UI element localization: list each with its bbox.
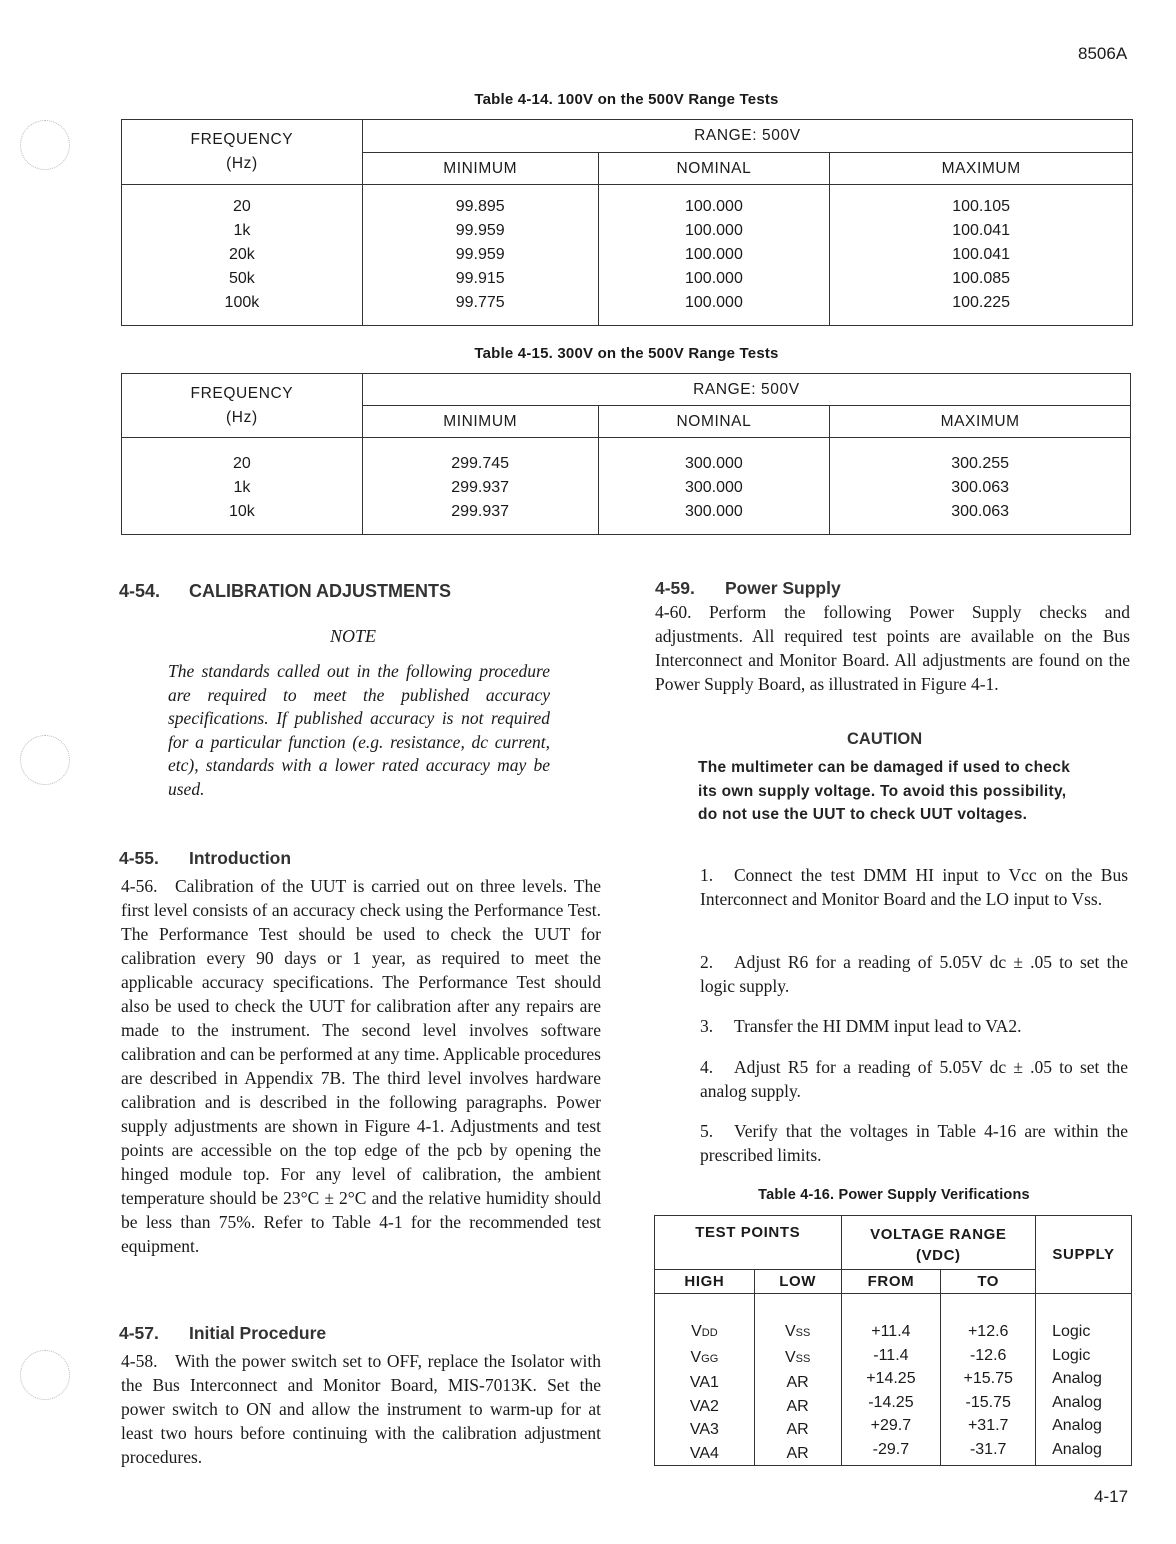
frequency-header-unit: (Hz) xyxy=(226,408,258,426)
cell: 299.937 xyxy=(451,479,510,496)
cell xyxy=(655,1371,754,1395)
cell: 100.041 xyxy=(952,222,1011,239)
table-row xyxy=(122,185,1133,326)
step-text: Adjust R5 for a reading of 5.05V dc ± .05 to set the analog supply. xyxy=(700,1057,1128,1101)
frequency-header xyxy=(122,374,363,438)
minimum-header: MINIMUM xyxy=(362,153,598,185)
cell-main: V xyxy=(690,1348,702,1366)
procedure-step xyxy=(700,1056,1128,1103)
low-header: LOW xyxy=(754,1270,841,1294)
step-text: Connect the test DMM HI input to Vcc on the Bus Interconnect and Monitor Board and the LO input to Vss. xyxy=(700,865,1128,909)
cell: -31.7 xyxy=(969,1440,1007,1458)
cell: 20 xyxy=(232,455,251,472)
cell: 300.063 xyxy=(951,503,1010,520)
section-number: 4-59. xyxy=(655,578,695,598)
maximum-header: MAXIMUM xyxy=(830,406,1131,438)
voltage-range-unit: (VDC) xyxy=(915,1247,961,1264)
cell: -15.75 xyxy=(965,1393,1011,1411)
cell: +29.7 xyxy=(870,1417,912,1434)
cell-subscript: GG xyxy=(701,1352,719,1365)
supply-header: SUPPLY xyxy=(1036,1216,1132,1294)
cell: 99.775 xyxy=(455,294,505,311)
voltage-range-header xyxy=(841,1216,1036,1270)
cell: +15.75 xyxy=(963,1370,1013,1387)
cell: 10k xyxy=(228,503,255,520)
cell: 100.085 xyxy=(952,270,1011,287)
cell: Logic xyxy=(1052,1323,1091,1340)
frequency-header-unit: (Hz) xyxy=(226,155,258,172)
cell: 1k xyxy=(233,479,251,496)
cell-main: VA2 xyxy=(689,1397,719,1415)
cell xyxy=(755,1346,841,1372)
minimum-column xyxy=(362,438,598,535)
procedure-step xyxy=(700,864,1128,911)
table-4-16-caption: Table 4-16. Power Supply Verifications xyxy=(758,1187,1030,1203)
procedure-step xyxy=(700,1015,1128,1039)
document-model-number: 8506A xyxy=(1078,44,1128,63)
caution-title: CAUTION xyxy=(847,730,923,748)
procedure-step xyxy=(700,951,1128,998)
cell: +14.25 xyxy=(866,1370,916,1387)
section-title: CALIBRATION ADJUSTMENTS xyxy=(189,581,451,601)
cell: 100.000 xyxy=(685,246,743,263)
caution-body: The multimeter can be damaged if used to check its own supply voltage. To avoid this possibility, do not use the UUT to check UUT voltages. xyxy=(698,759,1071,823)
cell: 300.255 xyxy=(951,455,1010,472)
cell: +12.6 xyxy=(967,1323,1009,1340)
from-header: FROM xyxy=(841,1270,941,1294)
cell: +31.7 xyxy=(967,1417,1009,1434)
table-4-15-caption: Table 4-15. 300V on the 500V Range Tests xyxy=(474,345,779,362)
cell: 300.063 xyxy=(951,479,1010,496)
maximum-header: MAXIMUM xyxy=(830,153,1133,185)
low-column xyxy=(754,1294,841,1466)
cell: 299.937 xyxy=(451,503,510,520)
table-4-14 xyxy=(121,119,1133,326)
cell-subscript: SS xyxy=(795,1352,811,1365)
cell: Analog xyxy=(1052,1370,1102,1387)
supply-column xyxy=(1036,1294,1132,1466)
cell-main: V xyxy=(691,1323,702,1340)
section-title: Introduction xyxy=(189,848,292,868)
minimum-header: MINIMUM xyxy=(362,406,598,438)
cell: 100.225 xyxy=(952,294,1011,311)
cell: 1k xyxy=(233,222,251,239)
table-4-16 xyxy=(654,1215,1132,1466)
cell: 100.000 xyxy=(685,198,743,215)
step-number: 5. xyxy=(700,1121,714,1141)
step-text: Verify that the voltages in Table 4-16 are within the prescribed limits. xyxy=(700,1121,1128,1165)
cell: 20 xyxy=(233,198,251,215)
cell xyxy=(655,1346,754,1372)
minimum-column xyxy=(362,185,598,326)
cell: AR xyxy=(786,1421,809,1438)
step-text: Transfer the HI DMM input lead to VA2. xyxy=(734,1016,1022,1036)
cell xyxy=(755,1320,841,1346)
cell: 100.000 xyxy=(685,222,743,239)
cell: 99.895 xyxy=(455,198,505,215)
table-4-14-caption: Table 4-14. 100V on the 500V Range Tests xyxy=(474,91,779,108)
cell: AR xyxy=(786,1374,809,1391)
section-title: Power Supply xyxy=(725,578,841,598)
to-column xyxy=(941,1294,1036,1466)
step-number: 4. xyxy=(700,1057,714,1077)
cell: 100.105 xyxy=(952,198,1011,215)
frequency-column xyxy=(122,185,363,326)
cell xyxy=(655,1320,754,1346)
cell: Analog xyxy=(1052,1440,1102,1458)
cell-main: VA1 xyxy=(689,1374,719,1391)
punch-hole-icon xyxy=(20,1350,70,1400)
cell-main: VA4 xyxy=(689,1444,719,1462)
cell: 300.000 xyxy=(684,455,743,472)
cell xyxy=(655,1418,754,1442)
cell: Analog xyxy=(1052,1417,1102,1434)
table-row xyxy=(655,1294,1132,1466)
section-heading-4-57 xyxy=(119,1323,326,1344)
punch-hole-icon xyxy=(20,735,70,785)
cell xyxy=(655,1442,754,1466)
range-header: RANGE: 500V xyxy=(362,120,1132,153)
cell: 99.959 xyxy=(455,222,505,239)
cell: 99.959 xyxy=(455,246,505,263)
section-heading-4-55 xyxy=(119,848,291,869)
cell: 100k xyxy=(224,294,260,311)
frequency-header-label: FREQUENCY xyxy=(190,384,294,402)
cell-main: V xyxy=(784,1323,796,1340)
cell: -29.7 xyxy=(872,1440,910,1458)
cell: 300.000 xyxy=(684,503,743,520)
cell: AR xyxy=(786,1397,809,1415)
cell: -12.6 xyxy=(969,1346,1007,1364)
paragraph-4-60: 4-60. Perform the following Power Supply checks and adjustments. All required test points are available on the Bus Interconnect and Monitor Board. All adjustments are found on the Power Supply Board, as illustrated in Figure 4-1. xyxy=(655,602,1130,694)
cell-main: V xyxy=(784,1348,796,1366)
section-number: 4-54. xyxy=(119,581,161,601)
high-column xyxy=(655,1294,755,1466)
section-title: Initial Procedure xyxy=(189,1323,327,1343)
cell xyxy=(655,1395,754,1419)
cell: -14.25 xyxy=(868,1393,914,1411)
cell: 50k xyxy=(229,270,255,287)
punch-hole-icon xyxy=(20,120,70,170)
cell: 99.915 xyxy=(455,270,505,287)
cell: 20k xyxy=(229,246,255,263)
nominal-column xyxy=(598,185,830,326)
cell: +11.4 xyxy=(871,1323,911,1340)
cell-subscript: DD xyxy=(701,1327,718,1339)
cell: 100.000 xyxy=(685,294,743,311)
nominal-header: NOMINAL xyxy=(598,153,830,185)
frequency-header xyxy=(122,120,363,185)
step-text: Adjust R6 for a reading of 5.05V dc ± .05 to set the logic supply. xyxy=(700,952,1128,996)
note-body: The standards called out in the following procedure are required to meet the published accuracy specifications. If published accuracy is not required for a particular function (e.g. resistance, dc current, etc), standards with a lower rated accuracy may be used. xyxy=(168,661,550,799)
section-number: 4-55. xyxy=(119,848,159,868)
cell: 299.745 xyxy=(451,455,510,472)
section-heading-4-54 xyxy=(119,581,451,602)
paragraph-4-56: 4-56. Calibration of the UUT is carried out on three levels. The first level consists of an accuracy check using the Performance Test. The Performance Test should be used to check the UUT for calibration every 90 days or 1 year, as required to meet the applicable accuracy specifications. The Performance Test should also be used to check the UUT for calibration after any repairs are made to the instrument. The second level involves software calibration and can be performed at any time. Applicable procedures are described in Appendix 7B. The third level involves hardware calibration and is described in the following paragraphs. Power supply adjustments are shown in Figure 4-1. Adjustments and test points are accessible on the top edge of the pcb by opening the hinged module top. For any level of calibration, the ambient temperature should be 23°C ± 2°C and the relative humidity should be less than 75%. Refer to Table 4-1 for the recommended test equipment. xyxy=(121,876,601,1256)
nominal-column xyxy=(598,438,830,535)
frequency-column xyxy=(122,438,363,535)
cell: -11.4 xyxy=(873,1346,909,1364)
cell: AR xyxy=(786,1444,809,1462)
maximum-column xyxy=(830,185,1133,326)
table-4-15 xyxy=(121,373,1131,535)
cell-main: VA3 xyxy=(689,1421,719,1438)
step-number: 1. xyxy=(700,865,714,885)
to-header: TO xyxy=(941,1270,1036,1294)
high-header: HIGH xyxy=(655,1270,755,1294)
cell: Analog xyxy=(1052,1393,1102,1411)
range-header: RANGE: 500V xyxy=(362,374,1130,406)
voltage-range-label: VOLTAGE RANGE xyxy=(870,1226,1007,1243)
step-number: 3. xyxy=(700,1016,714,1036)
from-column xyxy=(841,1294,941,1466)
cell: Logic xyxy=(1052,1346,1091,1364)
table-row xyxy=(122,438,1131,535)
nominal-header: NOMINAL xyxy=(598,406,830,438)
section-heading-4-59 xyxy=(655,578,841,599)
cell: 100.000 xyxy=(685,270,743,287)
maximum-column xyxy=(830,438,1131,535)
cell-subscript: SS xyxy=(795,1327,811,1339)
paragraph-4-58: 4-58. With the power switch set to OFF, replace the Isolator with the Bus Interconnect and Monitor Board, MIS-7013K. Set the power switch to ON and allow the instrument to warm-up for at least two hours before continuing with the calibration adjustment procedures. xyxy=(121,1351,601,1467)
test-points-header: TEST POINTS xyxy=(655,1216,842,1270)
page-number: 4-17 xyxy=(1094,1487,1129,1506)
cell: 300.000 xyxy=(684,479,743,496)
procedure-step xyxy=(700,1120,1128,1167)
cell: 100.041 xyxy=(952,246,1011,263)
step-number: 2. xyxy=(700,952,714,972)
frequency-header-label: FREQUENCY xyxy=(190,131,294,148)
note-title: NOTE xyxy=(330,626,377,646)
section-number: 4-57. xyxy=(119,1323,159,1343)
